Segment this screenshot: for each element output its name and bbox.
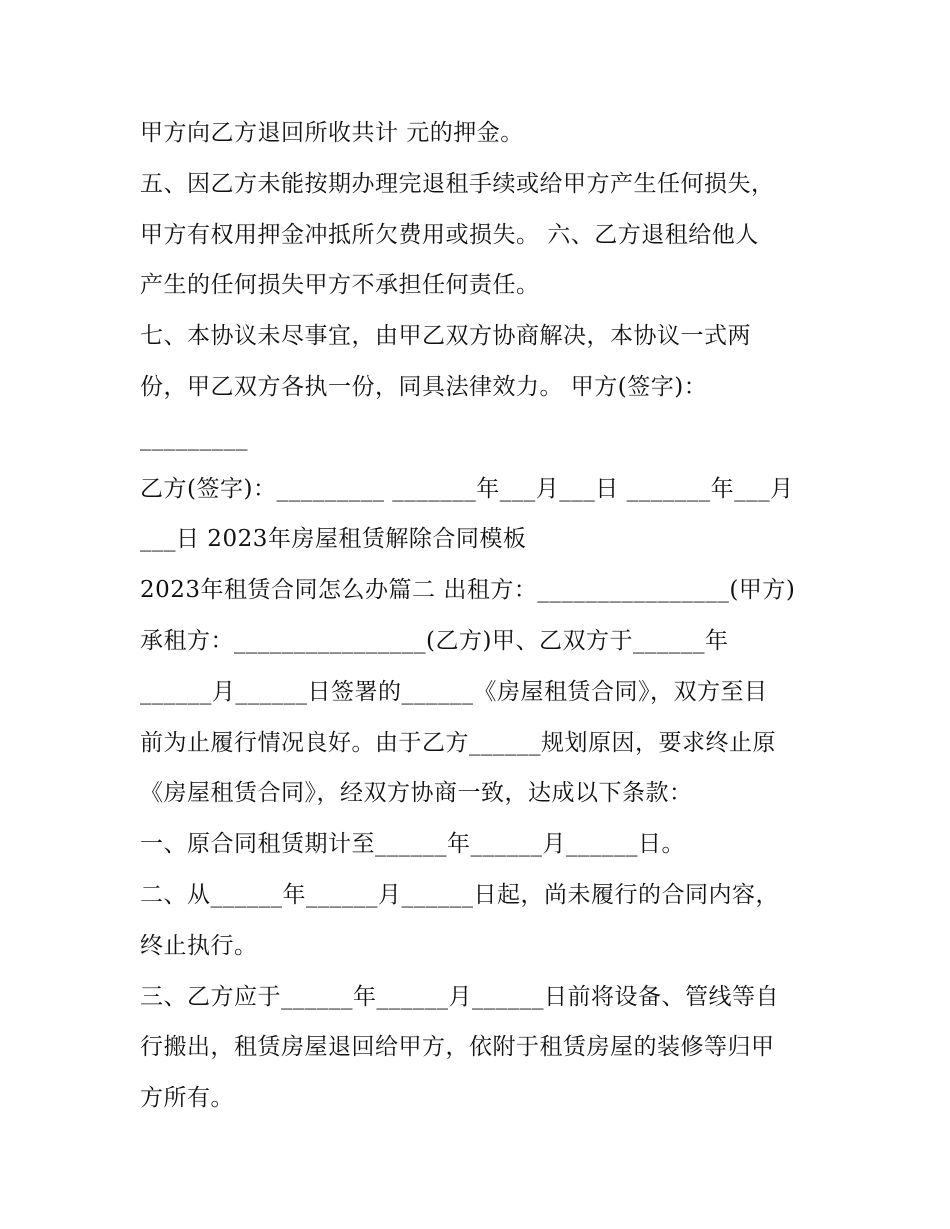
text-line: 承租方：________________(乙方)甲、乙双方于______年 (140, 627, 729, 654)
text-line: 甲方有权用押金冲抵所欠费用或损失。 六、乙方退租给他人 (140, 221, 759, 248)
text-line: 七、本协议未尽事宜，由甲乙双方协商解决，本协议一式两 (140, 323, 751, 350)
text-line: ___日 2023年房屋租赁解除合同模板 (140, 526, 527, 553)
text-line: ______月______日签署的______《房屋租赁合同》，双方至目 (140, 678, 768, 705)
text-line: 行搬出，租赁房屋退回给甲方，依附于租赁房屋的装修等归甲 (140, 1034, 775, 1061)
text-line: 方所有。 (140, 1085, 234, 1112)
signature-blank-line: _________ (140, 424, 248, 451)
text-line: 终止执行。 (140, 932, 258, 959)
text-line: 乙方(签字)：_________ _______年___月___日 _______年___月 (140, 475, 794, 502)
text-line: 产生的任何损失甲方不承担任何责任。 (140, 272, 540, 299)
text-line: 前为止履行情况良好。由于乙方______规划原因，要求终止原 (140, 729, 776, 756)
text-line: 二、从______年______月______日起，尚未履行的合同内容， (140, 881, 779, 908)
text-line: 甲方向乙方退回所收共计 元的押金。 (140, 120, 524, 146)
text-line: 《房屋租赁合同》，经双方协商一致，达成以下条款： (140, 780, 693, 807)
text-line: 一、原合同租赁期计至______年______月______日。 (140, 831, 685, 858)
text-line: 份，甲乙双方各执一份，同具法律效力。 甲方(签字)： (140, 373, 708, 400)
text-line: 五、因乙方未能按期办理完退租手续或给甲方产生任何损失， (140, 170, 775, 197)
text-line: 2023年租赁合同怎么办篇二 出租方：________________(甲方) (140, 577, 796, 604)
text-line: 三、乙方应于______年______月______日前将设备、管线等自 (140, 983, 779, 1010)
contract-text-body (140, 108, 820, 1124)
